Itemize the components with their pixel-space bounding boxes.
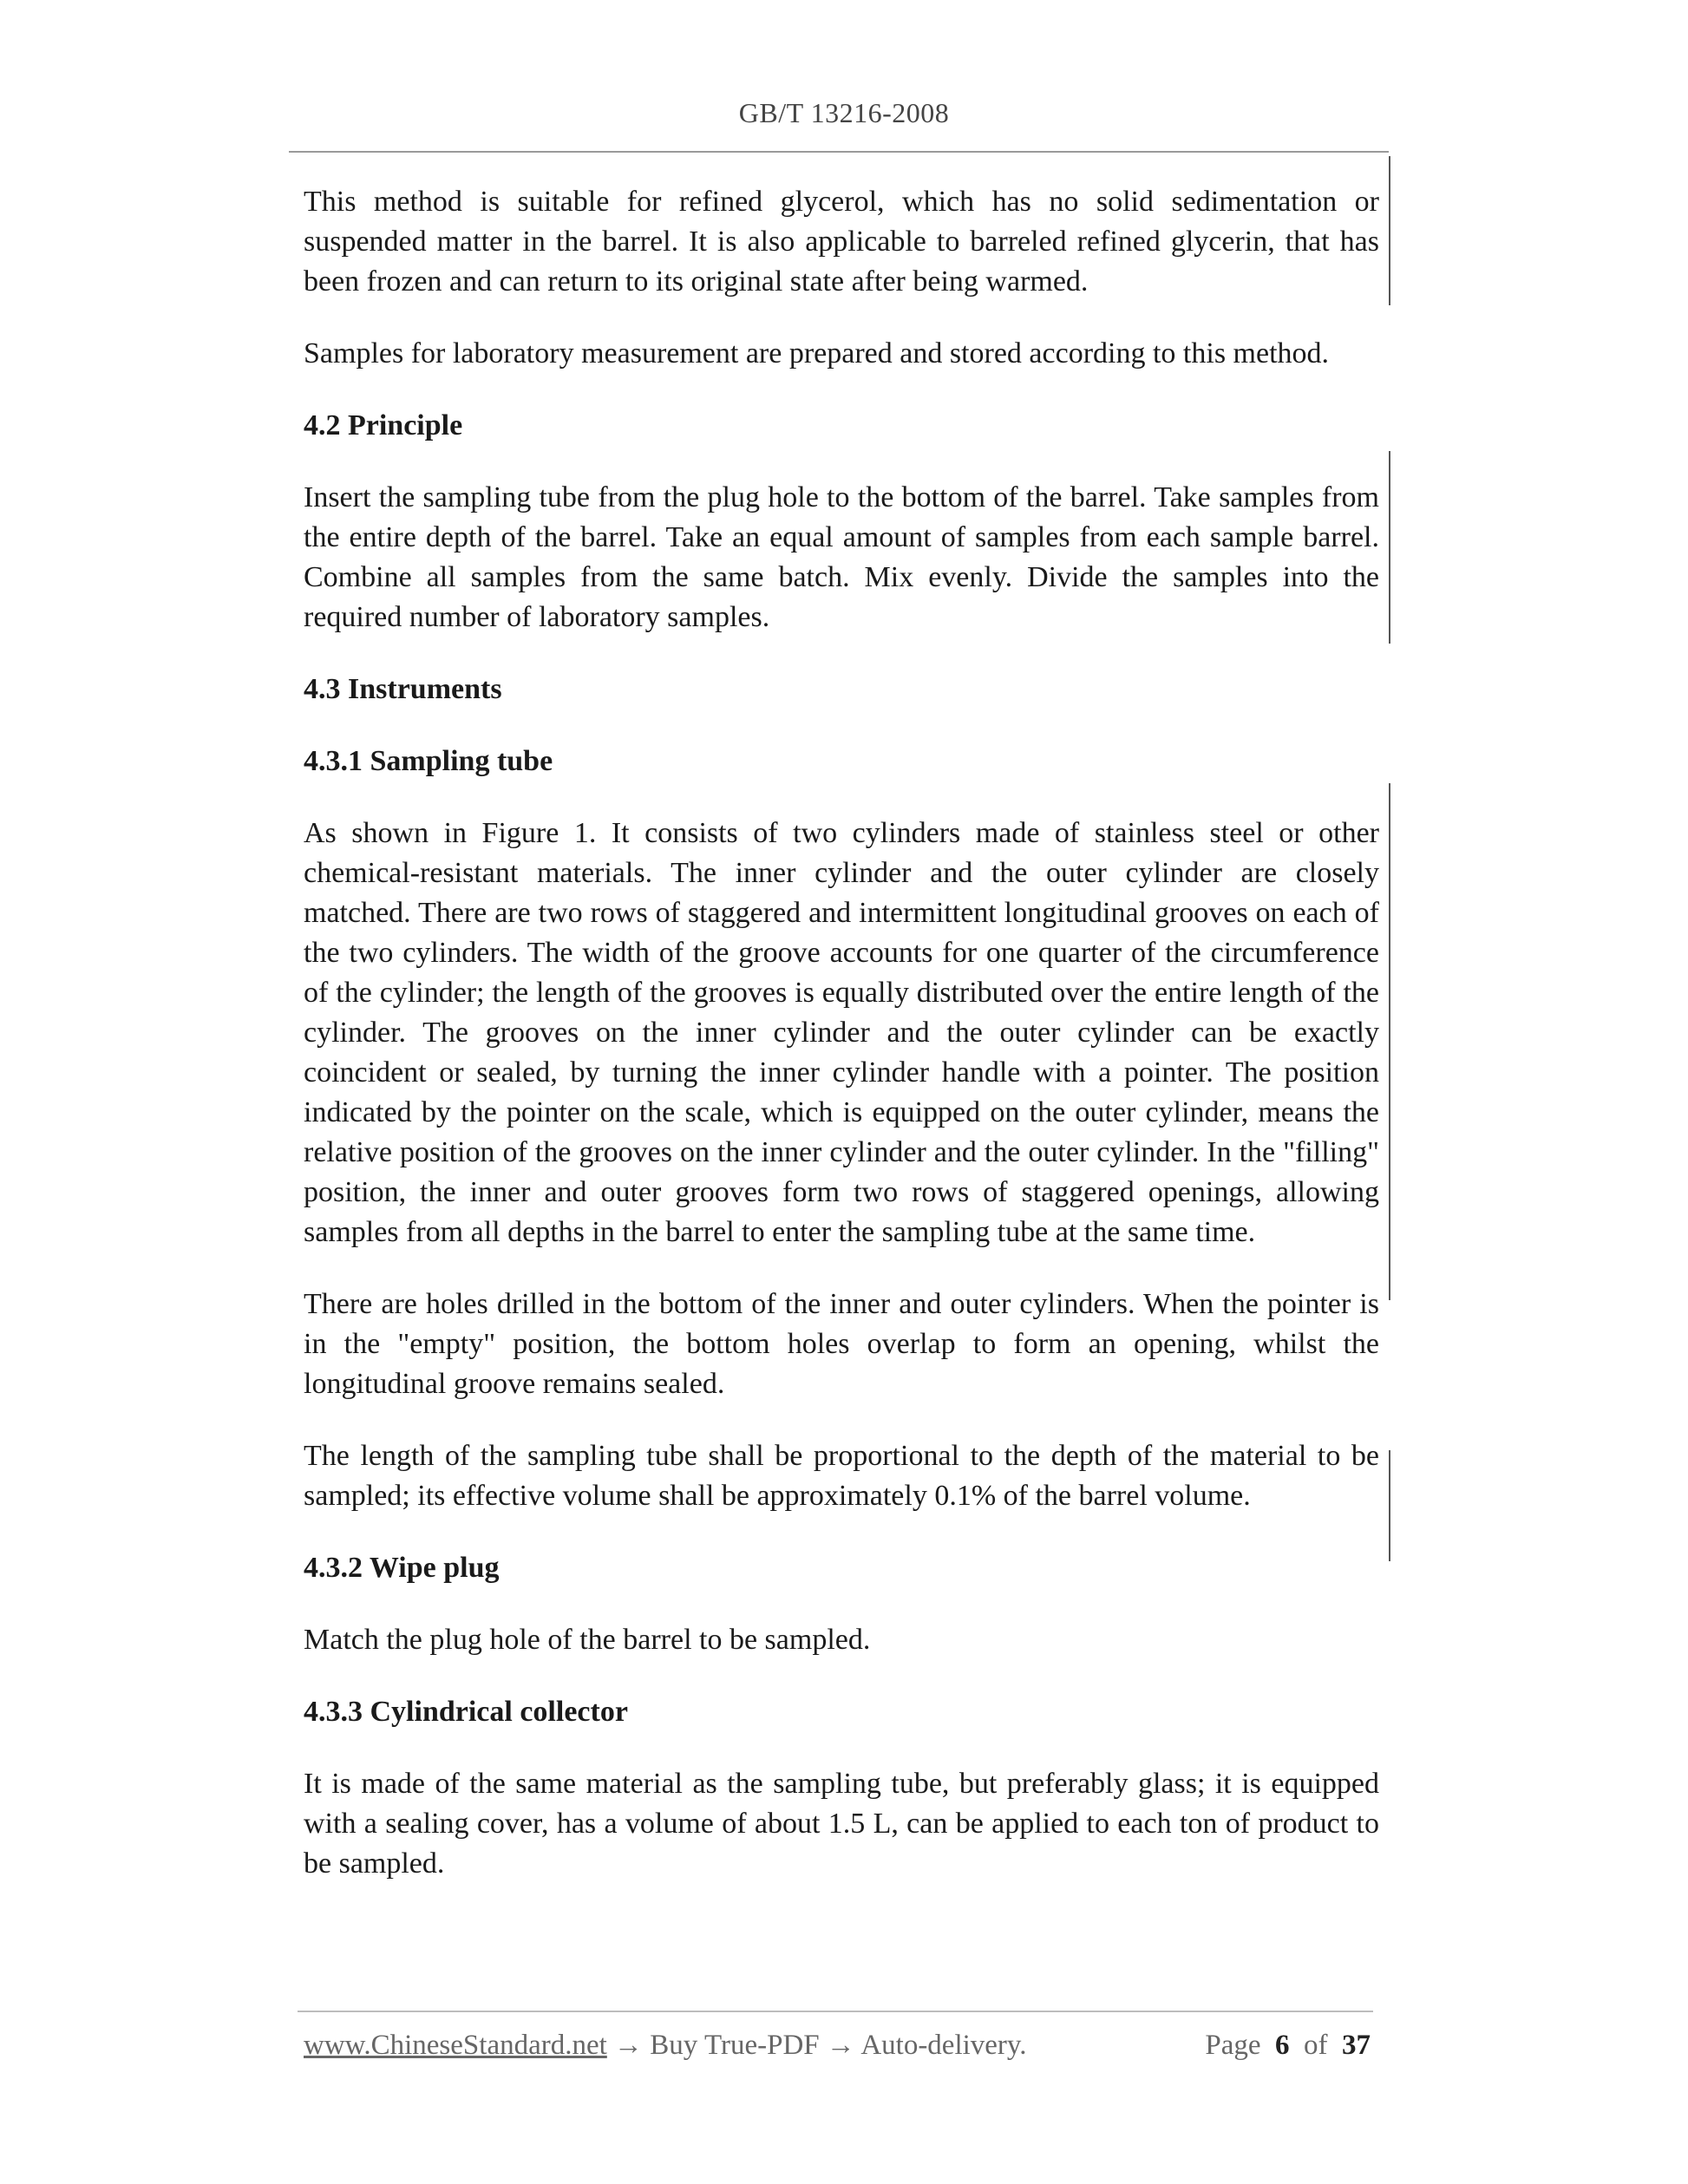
arrow-right-icon: → <box>826 2030 855 2061</box>
footer-divider <box>298 2011 1373 2012</box>
document-body <box>304 182 1379 1916</box>
chinesestandard-link[interactable]: www.ChineseStandard.net <box>304 2030 607 2061</box>
paragraph-principle: Insert the sampling tube from the plug hole to the bottom of the barrel. Take samples from the entire depth of the barrel. Take an equal amount of samples from each sample barrel. Combine all samples from the same batch. Mix evenly. Divide the samples into the required number of laboratory samples. <box>304 481 1379 633</box>
paragraph-cylindrical-collector: It is made of the same material as the sampling tube, but preferably glass; it is equipped with a sealing cover, has a volume of about 1.5 L, can be applied to each ton of product to be sampled. <box>304 1768 1379 1880</box>
footer-promo <box>304 2030 1027 2062</box>
current-page-number: 6 <box>1275 2030 1290 2061</box>
change-bar <box>1389 451 1390 644</box>
change-bar <box>1389 1450 1390 1561</box>
heading-cylindrical-collector: 4.3.3 Cylindrical collector <box>304 1696 628 1728</box>
paragraph-wipe-plug: Match the plug hole of the barrel to be sampled. <box>304 1624 871 1656</box>
buy-true-pdf-text: Buy True-PDF <box>650 2030 820 2061</box>
page-number <box>1205 2030 1371 2062</box>
paragraph-scope: This method is suitable for refined glycerol, which has no solid sedimentation or suspended matter in the barrel. It is also applicable to barreled refined glycerin, that has been frozen and can return to its original state after being warmed. <box>304 186 1379 298</box>
header-divider <box>289 151 1389 153</box>
change-bar <box>1389 156 1390 305</box>
paragraph-sampling-tube: As shown in Figure 1. It consists of two cylinders made of stainless steel or other chemical-resistant materials. The inner cylinder and the outer cylinder are closely matched. There are two rows of staggered and intermittent longitudinal grooves on each of the two cylinders. The width of the groove accounts for one quarter of the circumference of the cylinder; the length of the grooves is equally distributed over the entire length of the cylinder. The grooves on the inner cylinder and the outer cylinder can be exactly coincident or sealed, by turning the inner cylinder handle with a pointer. The position indicated by the pointer on the scale, which is equipped on the outer cylinder, means the relative position of the grooves on the inner cylinder and the outer cylinder. In the "filling" position, the inner and outer grooves form two rows of staggered openings, allowing samples from all depths in the barrel to enter the sampling tube at the same time. <box>304 817 1379 1248</box>
change-bar <box>1389 783 1390 1300</box>
heading-sampling-tube: 4.3.1 Sampling tube <box>304 745 553 777</box>
document-code-header: GB/T 13216-2008 <box>738 97 950 128</box>
heading-instruments: 4.3 Instruments <box>304 673 502 705</box>
page-label: Page <box>1205 2030 1261 2061</box>
heading-wipe-plug: 4.3.2 Wipe plug <box>304 1552 500 1584</box>
paragraph-tube-length: The length of the sampling tube shall be proportional to the depth of the material to be sampled; its effective volume shall be approximately 0.1% of the barrel volume. <box>304 1440 1379 1512</box>
heading-principle: 4.2 Principle <box>304 409 463 441</box>
paragraph-laboratory-samples: Samples for laboratory measurement are prepared and stored according to this method. <box>304 337 1330 369</box>
paragraph-bottom-holes: There are holes drilled in the bottom of the inner and outer cylinders. When the pointer is in the "empty" position, the bottom holes overlap to form an opening, whilst the longitudinal groove remains sealed. <box>304 1288 1379 1400</box>
auto-delivery-text: Auto-delivery. <box>860 2030 1027 2061</box>
arrow-right-icon: → <box>614 2030 644 2061</box>
of-label: of <box>1304 2030 1328 2061</box>
total-pages-number: 37 <box>1342 2030 1371 2061</box>
